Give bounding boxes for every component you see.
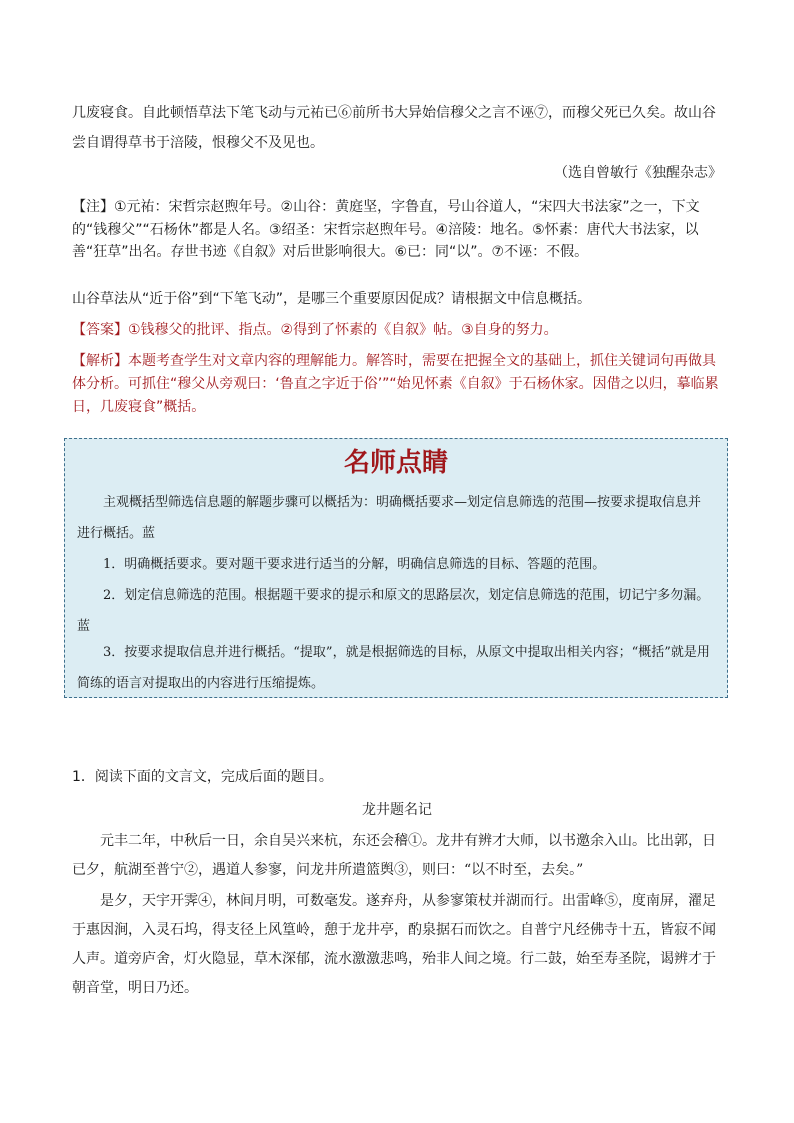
passage-continuation: 几废寝食。自此顿悟草法下笔飞动与元祐已⑥前所书大异始信穆父之言不诬⑦，而穆父死已久矣。故山谷尝自谓得草书于涪陵，恨穆父不及见也。 xyxy=(72,105,716,151)
tips-title: 名师点睛 xyxy=(343,448,448,478)
analysis-text: 【解析】本题考查学生对文章内容的理解能力。解答时，需要在把握全文的基础上，抓住关键词句再做具体分析。可抓住“穆父从旁观曰：‘鲁直之字近于俗’”“始见怀素《自叙》于石杨休家。因借之以归，摹临累日，几废寝食”概括。 xyxy=(72,353,719,415)
question-text: 山谷草法从“近于俗”到“下笔飞动”，是哪三个重要原因促成？请根据文中信息概括。 xyxy=(72,291,592,307)
tips-intro: 主观概括型筛选信息题的解题步骤可以概括为：明确概括要求—划定信息筛选的范围—按要求提取信息并进行概括。蓝 xyxy=(77,495,702,541)
exercise-title: 龙井题名记 xyxy=(362,802,432,818)
answer-text: 【答案】①钱穆父的批评、指点。②得到了怀素的《自叙》帖。③自身的努力。 xyxy=(72,322,558,338)
exercise-prompt: 1．阅读下面的文言文，完成后面的题目。 xyxy=(72,769,333,785)
tips-box xyxy=(64,438,728,698)
tips-step-1: 1．明确概括要求。要对题干要求进行适当的分解，明确信息筛选的目标、答题的范围。 xyxy=(103,557,606,572)
exercise-paragraph-2: 是夕，天宇开霁④，林间月明，可数毫发。遂弃舟，从参寥策杖并湖而行。出雷峰⑤，度南屏，濯足于惠因涧，入灵石坞，得支径上风篁岭，憩于龙井亭，酌泉据石而饮之。自普宁凡经佛寺十五，皆寂不闻人声。道旁庐舍，灯火隐显，草木深郁，流水激激悲鸣，殆非人间之境。行二鼓，始至寿圣院，谒辨才于朝音堂，明日乃还。 xyxy=(72,893,716,996)
tips-step-3: 3．按要求提取信息并进行概括。“提取”，就是根据筛选的目标，从原文中提取出相关内容；“概括”就是用简练的语言对提取出的内容进行压缩提炼。 xyxy=(77,645,710,691)
passage-source: （选自曾敏行《独醒杂志》 xyxy=(554,165,722,181)
tips-step-2: 2．划定信息筛选的范围。根据题干要求的提示和原文的思路层次，划定信息筛选的范围，切记宁多勿漏。蓝 xyxy=(77,588,710,634)
exercise-paragraph-1: 元丰二年，中秋后一日，余自吴兴来杭，东还会稽①。龙井有辨才大师，以书邀余入山。比出郭，日已夕，航湖至普宁②，遇道人参寥，问龙井所遣篮舆③，则曰：“以不时至，去矣。” xyxy=(72,833,716,878)
annotation-note: 【注】①元祐：宋哲宗赵煦年号。②山谷：黄庭坚，字鲁直，号山谷道人，“宋四大书法家”之一，下文的“钱穆父”“石杨休”都是人名。③绍圣：宋哲宗赵煦年号。④涪陵：地名。⑤怀素：唐代大书法家，以善“狂草”出名。存世书迹《自叙》对后世影响很大。⑥已：同“以”。⑦不诬：不假。 xyxy=(72,199,700,260)
